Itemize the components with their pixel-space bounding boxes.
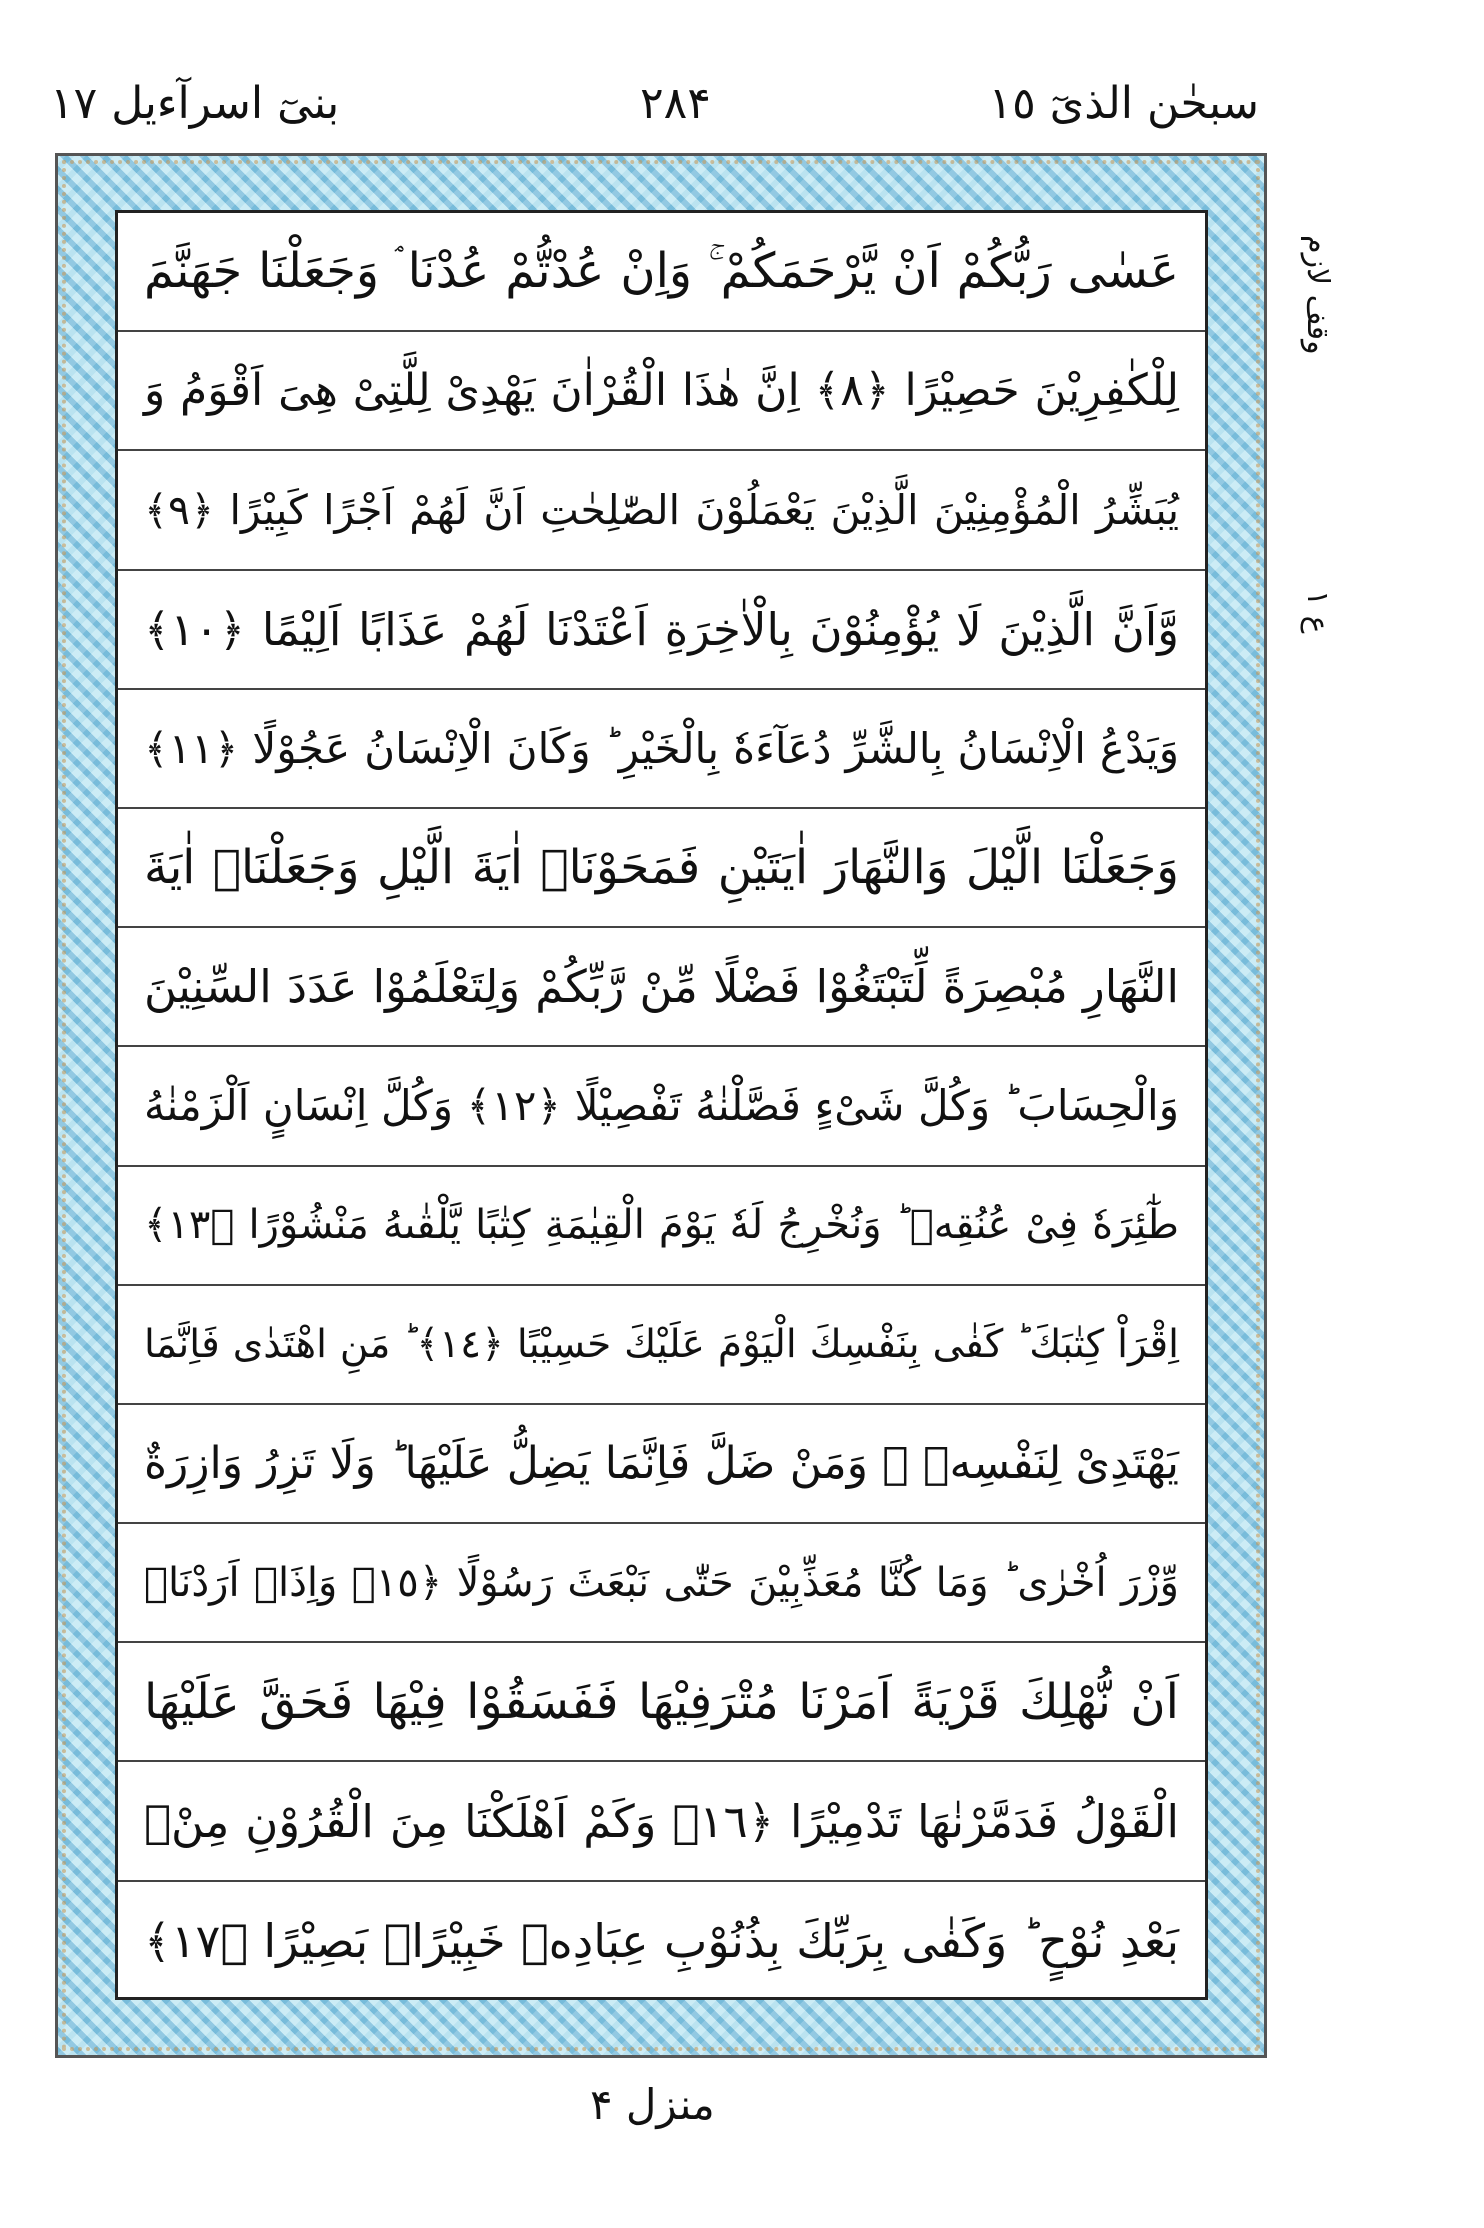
verse-text: عَسٰی رَبُّكُمْ اَنْ یَّرْحَمَكُمْ ۚ وَاِنْ عُدْتُّمْ عُدْنَا ۘ وَجَعَلْنَا جَهَنَّمَ [144, 243, 1179, 300]
verse-text: اَنْ نُّهْلِكَ قَرْیَةً اَمَرْنَا مُتْرَفِیْهَا فَفَسَقُوْا فِیْهَا فَحَقَّ عَلَیْهَا [144, 1673, 1179, 1730]
verse-text: الْقَوْلُ فَدَمَّرْنٰهَا تَدْمِیْرًا ﴿١٦﴾ وَكَمْ اَهْلَكْنَا مِنَ الْقُرُوْنِ مِنْۢ [144, 1794, 1179, 1848]
page-number: ۲۸۴ [640, 78, 711, 129]
text-line [118, 1047, 1205, 1166]
text-line [118, 451, 1205, 570]
text-line [118, 1643, 1205, 1762]
text-line [118, 1286, 1205, 1405]
text-panel [115, 210, 1208, 2000]
text-line [118, 332, 1205, 451]
ruku-marker: ع ١ [1300, 590, 1335, 634]
verse-text: وَجَعَلْنَا الَّیْلَ وَالنَّهَارَ اٰیَتَیْنِ فَمَحَوْنَاۤ اٰیَةَ الَّیْلِ وَجَعَلْنَاۤ اٰیَةَ [144, 840, 1179, 896]
surah-title-header: بنیٓ اسرآءیل ١٧ [50, 78, 340, 129]
verse-text: وَیَدْعُ الْاِنْسَانُ بِالشَّرِّ دُعَآءَهٗ بِالْخَیْرِ ؕ وَكَانَ الْاِنْسَانُ عَجُوْلًا ﴿١١﴾ [144, 723, 1179, 773]
verse-text: وِّزْرَ اُخْرٰی ؕ وَمَا كُنَّا مُعَذِّبِیْنَ حَتّٰی نَبْعَثَ رَسُوْلًا ﴿١٥﴾ وَاِذَاۤ اَرَدْنَاۤ [144, 1559, 1179, 1606]
verse-text: النَّهَارِ مُبْصِرَةً لِّتَبْتَغُوْا فَضْلًا مِّنْ رَّبِّكُمْ وَلِتَعْلَمُوْا عَدَدَ السِّنِیْنَ [144, 960, 1179, 1014]
surah-name-header: سبحٰن الذیٓ ١٥ [988, 78, 1259, 129]
text-line [118, 1167, 1205, 1286]
text-line [118, 571, 1205, 690]
text-line [118, 928, 1205, 1047]
verse-text: اِقْرَاْ كِتٰبَكَ ؕ كَفٰی بِنَفْسِكَ الْیَوْمَ عَلَیْكَ حَسِیْبًا ﴿١٤﴾ ؕ مَنِ اهْتَدٰی فَاِنَّمَا [144, 1321, 1179, 1367]
text-line [118, 1405, 1205, 1524]
manzil-label: منزل ۴ [590, 2080, 715, 2129]
verse-text: وَّاَنَّ الَّذِیْنَ لَا یُؤْمِنُوْنَ بِالْاٰخِرَةِ اَعْتَدْنَا لَهُمْ عَذَابًا اَلِیْمًا ﴿١٠﴾ [144, 602, 1179, 656]
verse-text: طٰٓئِرَهٗ فِیْ عُنُقِهٖ ؕ وَنُخْرِجُ لَهٗ یَوْمَ الْقِیٰمَةِ كِتٰبًا یَّلْقٰىهُ مَنْشُوْرًا ﴿١٣﴾ [144, 1202, 1179, 1249]
text-line [118, 1882, 1205, 2001]
ornamental-border [55, 153, 1267, 2058]
text-line [118, 1762, 1205, 1881]
verse-text: وَالْحِسَابَ ؕ وَكُلَّ شَیْءٍ فَصَّلْنٰهُ تَفْصِیْلًا ﴿١٢﴾ وَكُلَّ اِنْسَانٍ اَلْزَمْنٰهُ [144, 1081, 1179, 1131]
text-line [118, 1524, 1205, 1643]
waqf-lazim-note: وقف لازم [1300, 235, 1335, 355]
verse-text: یَهْتَدِیْ لِنَفْسِهٖ ۚ وَمَنْ ضَلَّ فَاِنَّمَا یَضِلُّ عَلَیْهَا ؕ وَلَا تَزِرُ وَازِرَةٌ [144, 1437, 1179, 1489]
text-line [118, 213, 1205, 332]
verse-text: یُبَشِّرُ الْمُؤْمِنِیْنَ الَّذِیْنَ یَعْمَلُوْنَ الصّٰلِحٰتِ اَنَّ لَهُمْ اَجْرًا كَبِیْرًا ﴿٩﴾ [144, 485, 1179, 534]
verse-text: بَعْدِ نُوْحٍ ؕ وَكَفٰی بِرَبِّكَ بِذُنُوْبِ عِبَادِهٖ خَبِیْرًاۢ بَصِیْرًا ﴿١٧﴾ [144, 1914, 1179, 1969]
text-line [118, 809, 1205, 928]
verse-text: لِلْكٰفِرِیْنَ حَصِیْرًا ﴿٨﴾ اِنَّ هٰذَا الْقُرْاٰنَ یَهْدِیْ لِلَّتِیْ هِیَ اَقْوَمُ وَ [144, 365, 1180, 417]
text-line [118, 690, 1205, 809]
